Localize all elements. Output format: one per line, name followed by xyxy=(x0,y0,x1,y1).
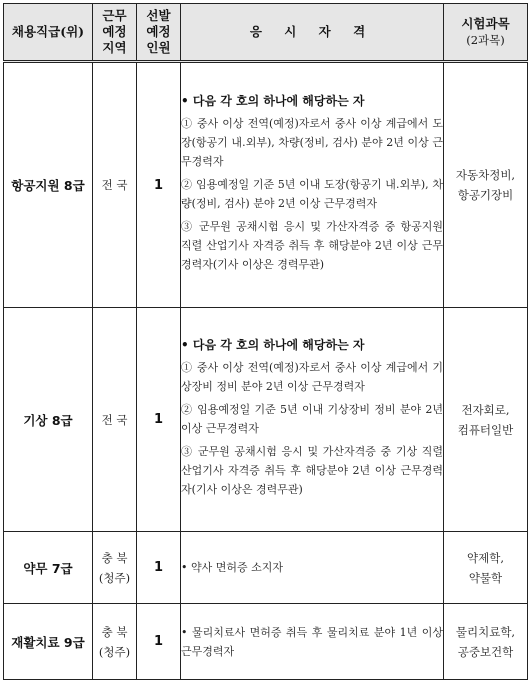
row-position: 기상 8급 xyxy=(4,308,93,532)
header-qualification: 응 시 자 격 xyxy=(181,4,444,62)
qualification-lead: • 다음 각 호의 하나에 해당하는 자 xyxy=(181,94,365,108)
row-region: 충 북 (청주) xyxy=(93,532,137,604)
qualification-item: • 물리치료사 면허증 취득 후 물리치료 분야 1년 이상 근무경력자 xyxy=(181,625,443,658)
table-row xyxy=(4,604,528,680)
header-region: 근무 예정 지역 xyxy=(93,4,137,62)
row-headcount: 1 xyxy=(137,532,181,604)
row-subjects: 물리치료학, 공중보건학 xyxy=(444,604,528,680)
row-headcount: 1 xyxy=(137,62,181,308)
table-row xyxy=(4,532,528,604)
qualification-item: ③ 군무원 공채시험 응시 및 가산자격증 중 항공지원 직렬 산업기사 자격증 취득 후 해당분야 2년 이상 근무경력자(기사 이상은 경력무관) xyxy=(181,220,443,271)
header-subjects-title: 시험과목 xyxy=(461,16,510,31)
header-subjects-sub: (2과목) xyxy=(466,33,505,47)
header-subjects xyxy=(444,4,528,62)
row-region: 전 국 xyxy=(93,308,137,532)
row-position: 재활치료 9급 xyxy=(4,604,93,680)
row-position: 약무 7급 xyxy=(4,532,93,604)
row-region: 충 북 (청주) xyxy=(93,604,137,680)
row-qualification xyxy=(181,532,444,604)
qualification-item: ② 임용예정일 기준 5년 이내 기상장비 정비 분야 2년 이상 근무경력자 xyxy=(181,403,443,435)
row-region: 전 국 xyxy=(93,62,137,308)
table-row xyxy=(4,308,528,532)
table-row xyxy=(4,62,528,308)
row-subjects: 전자회로, 컴퓨터일반 xyxy=(444,308,528,532)
qualification-item: ② 임용예정일 기준 5년 이내 도장(항공기 내․외부), 차량(정비, 검사) 분야 2년 이상 근무경력자 xyxy=(181,178,443,210)
header-position: 채용직급(위) xyxy=(4,4,93,62)
table-header-row xyxy=(4,4,528,62)
qualification-item: ① 중사 이상 전역(예정)자로서 중사 이상 계급에서 도장(항공기 내․외부), 차량(정비, 검사) 분야 2년 이상 근무경력자 xyxy=(181,117,443,168)
row-qualification xyxy=(181,308,444,532)
row-subjects: 자동차정비, 항공기장비 xyxy=(444,62,528,308)
row-qualification xyxy=(181,604,444,680)
row-headcount: 1 xyxy=(137,604,181,680)
row-subjects: 약제학, 약물학 xyxy=(444,532,528,604)
header-headcount: 선발 예정 인원 xyxy=(137,4,181,62)
qualification-lead: • 다음 각 호의 하나에 해당하는 자 xyxy=(181,338,365,352)
qualification-item: ① 중사 이상 전역(예정)자로서 중사 이상 계급에서 기상장비 정비 분야 2년 이상 근무경력자 xyxy=(181,361,443,393)
row-qualification xyxy=(181,62,444,308)
qualification-item: ③ 군무원 공채시험 응시 및 가산자격증 중 기상 직렬 산업기사 자격증 취득 후 해당분야 2년 이상 근무경력자(기사 이상은 경력무관) xyxy=(181,445,443,496)
row-headcount: 1 xyxy=(137,308,181,532)
qualification-item: • 약사 면허증 소지자 xyxy=(181,561,283,574)
row-position: 항공지원 8급 xyxy=(4,62,93,308)
recruitment-table xyxy=(3,3,528,680)
